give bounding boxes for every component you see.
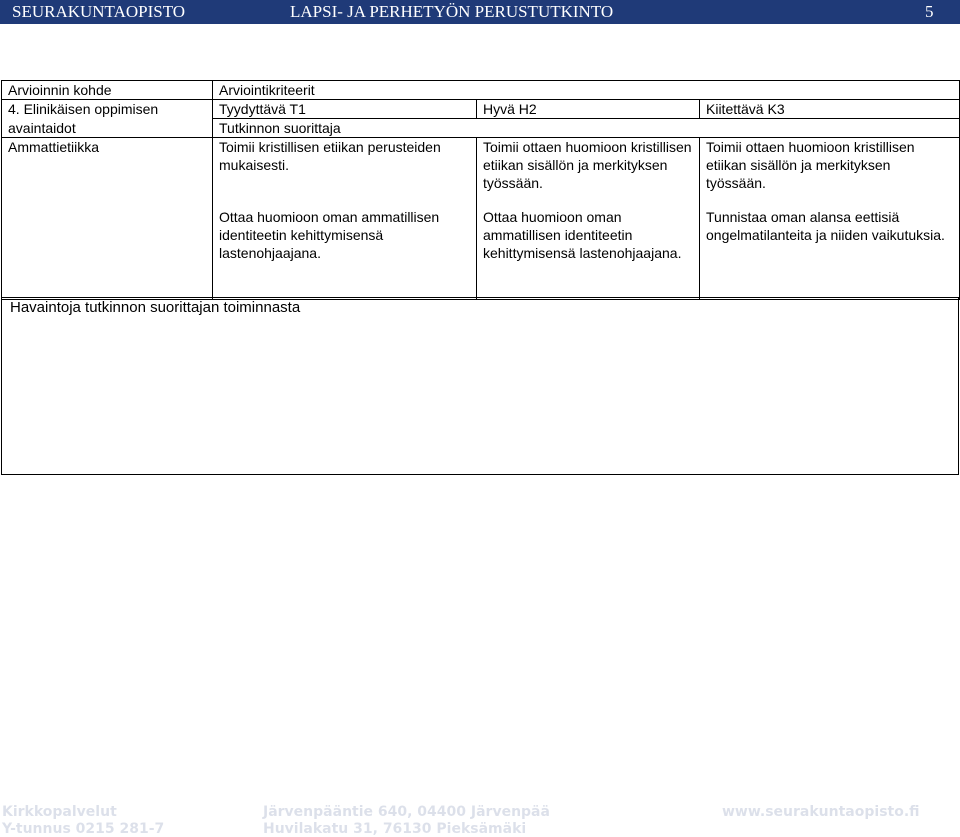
grade-k3-header: Kiitettävä K3 [700, 100, 960, 119]
performer-header: Tutkinnon suorittaja [213, 119, 960, 138]
col-header-criteria: Arviointikriteerit [213, 81, 960, 100]
cell-r1-k3: Toimii ottaen huomioon kristillisen etiikan sisällön ja merkityksen työssään. [700, 138, 960, 208]
page-footer [0, 795, 960, 835]
observations-box [1, 297, 959, 475]
cell-r1-h2: Toimii ottaen huomioon kristillisen etiikan sisällön ja merkityksen työssään. [477, 138, 700, 208]
page-number: 5 [925, 2, 934, 21]
cell-r2-t1: Ottaa huomioon oman ammatillisen identiteetin kehittymisensä lastenohjaajana. [213, 208, 477, 300]
col-header-target: Arvioinnin kohde [2, 81, 213, 100]
footer-address-1: Järvenpääntie 640, 04400 Järvenpää [263, 804, 550, 820]
footer-org: Kirkkopalvelut [2, 804, 117, 820]
cell-r2-h2: Ottaa huomioon oman ammatillisen identiteetin kehittymisensä lastenohjaajana. [477, 208, 700, 300]
subject-line2: avaintaidot [2, 119, 213, 138]
grade-h2-header: Hyvä H2 [477, 100, 700, 119]
criteria-table [1, 80, 960, 300]
observations-title: Havaintoja tutkinnon suorittajan toiminnasta [10, 299, 301, 316]
grade-t1-header: Tyydyttävä T1 [213, 100, 477, 119]
subject-line1: 4. Elinikäisen oppimisen [2, 100, 213, 119]
header-org: SEURAKUNTAOPISTO [12, 2, 186, 21]
row-label-ethics: Ammattietiikka [2, 138, 213, 300]
header-title: LAPSI- JA PERHETYÖN PERUSTUTKINTO [290, 2, 614, 21]
cell-r1-t1: Toimii kristillisen etiikan perusteiden mukaisesti. [213, 138, 477, 208]
footer-address-2: Huvilakatu 31, 76130 Pieksämäki [263, 821, 527, 837]
footer-website: www.seurakuntaopisto.fi [722, 804, 920, 820]
cell-r2-k3: Tunnistaa oman alansa eettisiä ongelmatilanteita ja niiden vaikutuksia. [700, 208, 960, 300]
page-header [0, 0, 960, 24]
footer-business-id: Y-tunnus 0215 281-7 [2, 821, 165, 837]
